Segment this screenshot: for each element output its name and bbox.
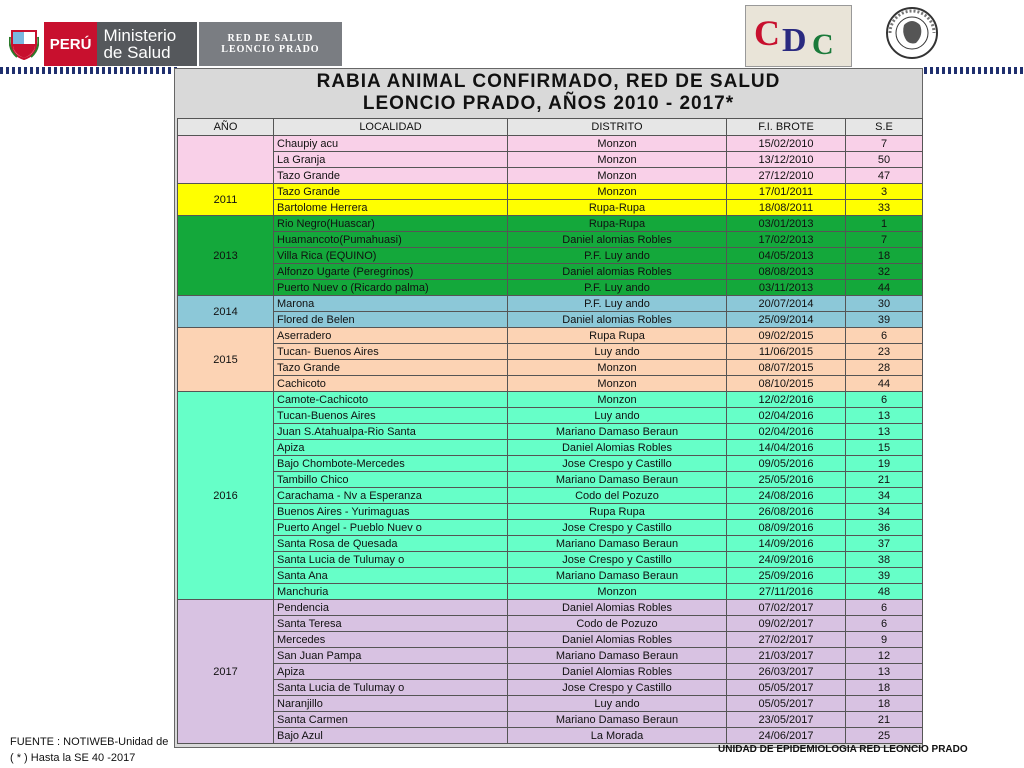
- localidad-cell: Naranjillo: [274, 696, 508, 712]
- table-row: [178, 536, 923, 552]
- distrito-cell: Jose Crespo y Castillo: [508, 456, 727, 472]
- localidad-cell: Santa Carmen: [274, 712, 508, 728]
- minsa-logo: [4, 22, 342, 66]
- se-cell: 21: [846, 712, 923, 728]
- fi-brote-cell: 27/02/2017: [727, 632, 846, 648]
- fi-brote-cell: 08/08/2013: [727, 264, 846, 280]
- renace-seal-icon: [878, 5, 946, 63]
- unit-label: UNIDAD DE EPIDEMIOLOGIA RED LEONCIO PRADO: [718, 744, 968, 755]
- table-row: [178, 360, 923, 376]
- distrito-cell: Daniel alomias Robles: [508, 232, 727, 248]
- table-row: [178, 712, 923, 728]
- se-cell: 23: [846, 344, 923, 360]
- fi-brote-cell: 09/02/2017: [727, 616, 846, 632]
- se-cell: 1: [846, 216, 923, 232]
- localidad-cell: Tazo Grande: [274, 360, 508, 376]
- localidad-cell: Carachama - Nv a Esperanza: [274, 488, 508, 504]
- localidad-cell: Santa Rosa de Quesada: [274, 536, 508, 552]
- fi-brote-cell: 09/05/2016: [727, 456, 846, 472]
- se-cell: 13: [846, 424, 923, 440]
- localidad-cell: Huamancoto(Pumahuasi): [274, 232, 508, 248]
- se-cell: 6: [846, 600, 923, 616]
- ministerio-label: [97, 22, 196, 66]
- se-cell: 39: [846, 568, 923, 584]
- distrito-cell: Codo del Pozuzo: [508, 488, 727, 504]
- fi-brote-cell: 25/09/2016: [727, 568, 846, 584]
- localidad-cell: Puerto Angel - Pueblo Nuev o: [274, 520, 508, 536]
- fi-brote-cell: 21/03/2017: [727, 648, 846, 664]
- fi-brote-cell: 02/04/2016: [727, 424, 846, 440]
- fi-brote-cell: 08/09/2016: [727, 520, 846, 536]
- table-row: [178, 696, 923, 712]
- fi-brote-cell: 26/08/2016: [727, 504, 846, 520]
- fi-brote-cell: 23/05/2017: [727, 712, 846, 728]
- table-row: [178, 344, 923, 360]
- se-cell: 33: [846, 200, 923, 216]
- distrito-cell: Luy ando: [508, 408, 727, 424]
- red-line2: LEONCIO PRADO: [221, 44, 320, 55]
- localidad-cell: Mercedes: [274, 632, 508, 648]
- localidad-cell: Manchuria: [274, 584, 508, 600]
- fi-brote-cell: 25/09/2014: [727, 312, 846, 328]
- se-cell: 18: [846, 680, 923, 696]
- rabies-table-panel: [174, 68, 923, 748]
- se-cell: 18: [846, 696, 923, 712]
- distrito-cell: Rupa-Rupa: [508, 200, 727, 216]
- fi-brote-cell: 17/02/2013: [727, 232, 846, 248]
- table-row: [178, 616, 923, 632]
- fi-brote-cell: 14/04/2016: [727, 440, 846, 456]
- localidad-cell: Rio Negro(Huascar): [274, 216, 508, 232]
- peru-shield-icon: [4, 22, 44, 66]
- localidad-cell: Villa Rica (EQUINO): [274, 248, 508, 264]
- table-row: [178, 728, 923, 744]
- localidad-cell: Bajo Azul: [274, 728, 508, 744]
- table-row: [178, 152, 923, 168]
- localidad-cell: Santa Lucia de Tulumay o: [274, 680, 508, 696]
- col-header-localidad: LOCALIDAD: [274, 119, 508, 136]
- table-row: [178, 488, 923, 504]
- table-row: [178, 568, 923, 584]
- localidad-cell: Apiza: [274, 440, 508, 456]
- table-row: [178, 232, 923, 248]
- localidad-cell: Santa Lucia de Tulumay o: [274, 552, 508, 568]
- se-cell: 48: [846, 584, 923, 600]
- distrito-cell: Mariano Damaso Beraun: [508, 424, 727, 440]
- se-cell: 7: [846, 232, 923, 248]
- cdc-logo: C D C: [745, 5, 852, 67]
- se-cell: 21: [846, 472, 923, 488]
- year-cell: 2016: [178, 392, 274, 600]
- distrito-cell: Mariano Damaso Beraun: [508, 568, 727, 584]
- localidad-cell: Tazo Grande: [274, 168, 508, 184]
- fi-brote-cell: 26/03/2017: [727, 664, 846, 680]
- table-row: [178, 136, 923, 152]
- col-header-fi-brote: F.I. BROTE: [727, 119, 846, 136]
- distrito-cell: Daniel Alomias Robles: [508, 600, 727, 616]
- table-header-row: [178, 119, 923, 136]
- se-cell: 34: [846, 488, 923, 504]
- localidad-cell: La Granja: [274, 152, 508, 168]
- table-row: [178, 664, 923, 680]
- se-cell: 50: [846, 152, 923, 168]
- distrito-cell: Codo de Pozuzo: [508, 616, 727, 632]
- fi-brote-cell: 09/02/2015: [727, 328, 846, 344]
- se-cell: 6: [846, 616, 923, 632]
- table-row: [178, 248, 923, 264]
- table-row: [178, 472, 923, 488]
- localidad-cell: Chaupiy acu: [274, 136, 508, 152]
- localidad-cell: Apiza: [274, 664, 508, 680]
- se-cell: 13: [846, 664, 923, 680]
- table-row: [178, 552, 923, 568]
- localidad-cell: Santa Teresa: [274, 616, 508, 632]
- localidad-cell: Aserradero: [274, 328, 508, 344]
- se-cell: 12: [846, 648, 923, 664]
- distrito-cell: P.F. Luy ando: [508, 280, 727, 296]
- fi-brote-cell: 25/05/2016: [727, 472, 846, 488]
- distrito-cell: Monzon: [508, 152, 727, 168]
- table-row: [178, 392, 923, 408]
- table-row: [178, 632, 923, 648]
- se-cell: 36: [846, 520, 923, 536]
- table-row: [178, 600, 923, 616]
- date-note: ( * ) Hasta la SE 40 -2017: [10, 752, 136, 764]
- localidad-cell: Buenos Aires - Yurimaguas: [274, 504, 508, 520]
- se-cell: 38: [846, 552, 923, 568]
- fi-brote-cell: 24/06/2017: [727, 728, 846, 744]
- title-line2: LEONCIO PRADO, AÑOS 2010 - 2017*: [362, 93, 735, 114]
- distrito-cell: Monzon: [508, 392, 727, 408]
- table-row: [178, 680, 923, 696]
- fi-brote-cell: 08/07/2015: [727, 360, 846, 376]
- fi-brote-cell: 03/11/2013: [727, 280, 846, 296]
- red-line1: RED DE SALUD: [227, 33, 314, 44]
- table-row: [178, 440, 923, 456]
- distrito-cell: Jose Crespo y Castillo: [508, 680, 727, 696]
- se-cell: 37: [846, 536, 923, 552]
- ministerio-line2: de Salud: [103, 43, 171, 62]
- fi-brote-cell: 05/05/2017: [727, 696, 846, 712]
- distrito-cell: Luy ando: [508, 696, 727, 712]
- distrito-cell: Luy ando: [508, 344, 727, 360]
- localidad-cell: Puerto Nuev o (Ricardo palma): [274, 280, 508, 296]
- year-cell: 2015: [178, 328, 274, 392]
- fi-brote-cell: 03/01/2013: [727, 216, 846, 232]
- se-cell: 13: [846, 408, 923, 424]
- fi-brote-cell: 17/01/2011: [727, 184, 846, 200]
- localidad-cell: Cachicoto: [274, 376, 508, 392]
- peru-label: PERÚ: [44, 22, 98, 66]
- year-cell: 2013: [178, 216, 274, 296]
- se-cell: 9: [846, 632, 923, 648]
- table-row: [178, 168, 923, 184]
- distrito-cell: P.F. Luy ando: [508, 296, 727, 312]
- table-row: [178, 376, 923, 392]
- distrito-cell: Mariano Damaso Beraun: [508, 648, 727, 664]
- header-stripe-right: [924, 67, 1024, 74]
- table-row: [178, 408, 923, 424]
- distrito-cell: Daniel Alomias Robles: [508, 632, 727, 648]
- se-cell: 7: [846, 136, 923, 152]
- distrito-cell: Jose Crespo y Castillo: [508, 552, 727, 568]
- localidad-cell: Tambillo Chico: [274, 472, 508, 488]
- localidad-cell: Tazo Grande: [274, 184, 508, 200]
- year-cell: [178, 136, 274, 184]
- se-cell: 47: [846, 168, 923, 184]
- distrito-cell: Monzon: [508, 360, 727, 376]
- fi-brote-cell: 07/02/2017: [727, 600, 846, 616]
- distrito-cell: Rupa Rupa: [508, 328, 727, 344]
- distrito-cell: Rupa Rupa: [508, 504, 727, 520]
- se-cell: 18: [846, 248, 923, 264]
- distrito-cell: Daniel alomias Robles: [508, 312, 727, 328]
- year-cell: 2011: [178, 184, 274, 216]
- fi-brote-cell: 04/05/2013: [727, 248, 846, 264]
- distrito-cell: Mariano Damaso Beraun: [508, 472, 727, 488]
- table-row: [178, 520, 923, 536]
- fi-brote-cell: 14/09/2016: [727, 536, 846, 552]
- distrito-cell: Daniel alomias Robles: [508, 264, 727, 280]
- localidad-cell: Bajo Chombote-Mercedes: [274, 456, 508, 472]
- fi-brote-cell: 27/12/2010: [727, 168, 846, 184]
- distrito-cell: Monzon: [508, 184, 727, 200]
- table-row: [178, 200, 923, 216]
- table-body: [178, 136, 923, 744]
- se-cell: 30: [846, 296, 923, 312]
- table-row: [178, 328, 923, 344]
- col-header-distrito: DISTRITO: [508, 119, 727, 136]
- table-row: [178, 584, 923, 600]
- localidad-cell: Tucan-Buenos Aires: [274, 408, 508, 424]
- se-cell: 39: [846, 312, 923, 328]
- localidad-cell: Tucan- Buenos Aires: [274, 344, 508, 360]
- table-row: [178, 648, 923, 664]
- localidad-cell: Camote-Cachicoto: [274, 392, 508, 408]
- distrito-cell: Mariano Damaso Beraun: [508, 712, 727, 728]
- se-cell: 6: [846, 392, 923, 408]
- fi-brote-cell: 12/02/2016: [727, 392, 846, 408]
- table-row: [178, 312, 923, 328]
- se-cell: 28: [846, 360, 923, 376]
- distrito-cell: Monzon: [508, 584, 727, 600]
- localidad-cell: Marona: [274, 296, 508, 312]
- fi-brote-cell: 08/10/2015: [727, 376, 846, 392]
- distrito-cell: Monzon: [508, 376, 727, 392]
- col-header-se: S.E: [846, 119, 923, 136]
- distrito-cell: La Morada: [508, 728, 727, 744]
- fi-brote-cell: 24/08/2016: [727, 488, 846, 504]
- se-cell: 6: [846, 328, 923, 344]
- se-cell: 3: [846, 184, 923, 200]
- distrito-cell: Monzon: [508, 168, 727, 184]
- fi-brote-cell: 11/06/2015: [727, 344, 846, 360]
- localidad-cell: Alfonzo Ugarte (Peregrinos): [274, 264, 508, 280]
- header-stripe-left: [0, 67, 180, 74]
- distrito-cell: Daniel Alomias Robles: [508, 664, 727, 680]
- se-cell: 15: [846, 440, 923, 456]
- table-row: [178, 264, 923, 280]
- title-line1: RABIA ANIMAL CONFIRMADO, RED DE SALUD: [316, 71, 781, 92]
- fi-brote-cell: 24/09/2016: [727, 552, 846, 568]
- year-cell: 2017: [178, 600, 274, 744]
- distrito-cell: Rupa-Rupa: [508, 216, 727, 232]
- table-row: [178, 296, 923, 312]
- distrito-cell: Mariano Damaso Beraun: [508, 536, 727, 552]
- table-row: [178, 184, 923, 200]
- red-salud-label: [197, 22, 342, 66]
- localidad-cell: Pendencia: [274, 600, 508, 616]
- source-note: FUENTE : NOTIWEB-Unidad de: [10, 736, 169, 748]
- localidad-cell: San Juan Pampa: [274, 648, 508, 664]
- col-header-ano: AÑO: [178, 119, 274, 136]
- localidad-cell: Flored de Belen: [274, 312, 508, 328]
- distrito-cell: Monzon: [508, 136, 727, 152]
- table-row: [178, 424, 923, 440]
- table-row: [178, 456, 923, 472]
- fi-brote-cell: 20/07/2014: [727, 296, 846, 312]
- year-cell: 2014: [178, 296, 274, 328]
- table-row: [178, 216, 923, 232]
- fi-brote-cell: 27/11/2016: [727, 584, 846, 600]
- fi-brote-cell: 02/04/2016: [727, 408, 846, 424]
- se-cell: 19: [846, 456, 923, 472]
- rabies-cases-table: [177, 118, 923, 744]
- se-cell: 44: [846, 376, 923, 392]
- table-row: [178, 280, 923, 296]
- distrito-cell: P.F. Luy ando: [508, 248, 727, 264]
- fi-brote-cell: 13/12/2010: [727, 152, 846, 168]
- distrito-cell: Jose Crespo y Castillo: [508, 520, 727, 536]
- se-cell: 32: [846, 264, 923, 280]
- table-title: [175, 71, 922, 115]
- fi-brote-cell: 05/05/2017: [727, 680, 846, 696]
- se-cell: 34: [846, 504, 923, 520]
- distrito-cell: Daniel Alomias Robles: [508, 440, 727, 456]
- fi-brote-cell: 15/02/2010: [727, 136, 846, 152]
- localidad-cell: Juan S.Atahualpa-Rio Santa: [274, 424, 508, 440]
- se-cell: 25: [846, 728, 923, 744]
- localidad-cell: Bartolome Herrera: [274, 200, 508, 216]
- table-row: [178, 504, 923, 520]
- localidad-cell: Santa Ana: [274, 568, 508, 584]
- ministerio-line1: Ministerio: [103, 26, 177, 45]
- se-cell: 44: [846, 280, 923, 296]
- fi-brote-cell: 18/08/2011: [727, 200, 846, 216]
